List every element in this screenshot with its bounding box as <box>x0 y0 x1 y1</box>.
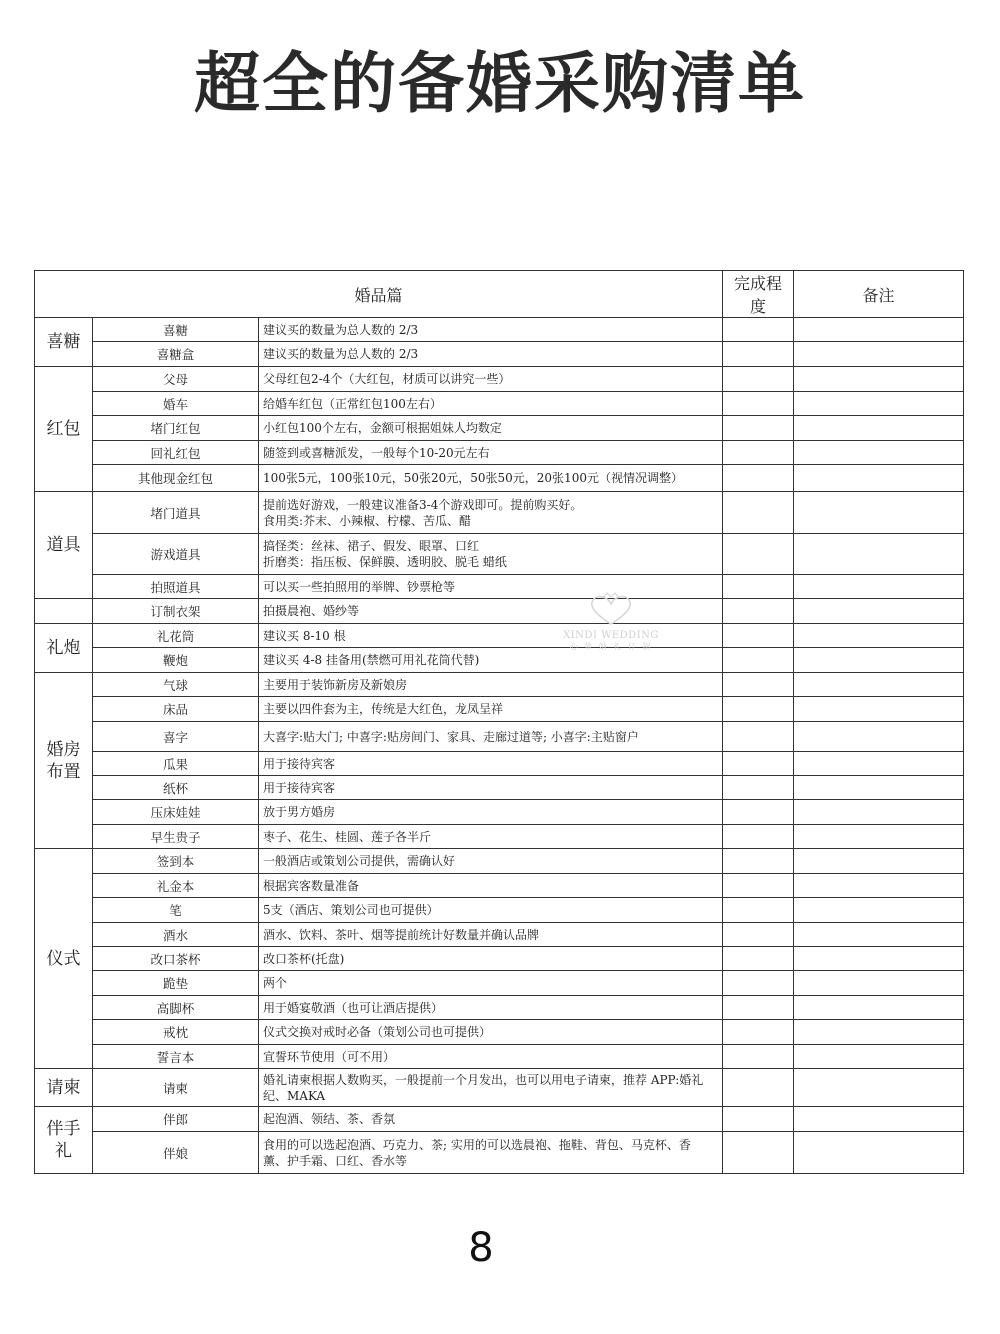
remarks-cell[interactable] <box>794 392 964 416</box>
remarks-cell[interactable] <box>794 776 964 800</box>
table-row <box>35 441 964 465</box>
category-cell: 请柬 <box>35 1069 93 1107</box>
remarks-cell[interactable] <box>794 342 964 367</box>
item-name-cell: 誓言本 <box>93 1045 259 1069</box>
item-note-cell <box>259 624 723 648</box>
progress-cell[interactable] <box>723 416 794 441</box>
table-row <box>35 752 964 776</box>
remarks-cell[interactable] <box>794 441 964 465</box>
item-note-cell <box>259 441 723 465</box>
remarks-cell[interactable] <box>794 1069 964 1107</box>
watermark-brand-en: XINDI WEDDING <box>563 630 659 641</box>
progress-cell[interactable] <box>723 1069 794 1107</box>
category-cell: 婚房 布置 <box>35 673 93 849</box>
table-row <box>35 318 964 342</box>
item-note-line: 建议买 8-10 根 <box>263 628 346 643</box>
remarks-cell[interactable] <box>794 367 964 392</box>
progress-cell[interactable] <box>723 1107 794 1132</box>
progress-header: 完成程度 <box>723 271 794 318</box>
item-note-line: 5支（酒店、策划公司也可提供） <box>263 903 439 917</box>
item-name-cell: 堵门红包 <box>93 416 259 441</box>
item-note-line: 建议买的数量为总人数的 2/3 <box>263 322 419 337</box>
item-note-cell <box>259 722 723 752</box>
item-name-cell: 压床娃娃 <box>93 800 259 825</box>
table-row <box>35 342 964 367</box>
item-name-cell: 游戏道具 <box>93 534 259 575</box>
item-note-line: 用于婚宴敬酒（也可让酒店提供） <box>263 1000 444 1015</box>
table-row <box>35 648 964 673</box>
item-name-cell: 戒枕 <box>93 1020 259 1045</box>
remarks-cell[interactable] <box>794 492 964 534</box>
item-note-line: 薰、护手霜、口红、香水等 <box>263 1153 408 1168</box>
item-name-cell: 其他现金红包 <box>93 465 259 492</box>
remarks-cell[interactable] <box>794 996 964 1020</box>
item-note-line: 食用的可以选起泡酒、巧克力、茶; 实用的可以选晨袍、拖鞋、背包、马克杯、香 <box>263 1137 691 1152</box>
progress-cell[interactable] <box>723 599 794 624</box>
item-note-line: 根据宾客数量准备 <box>263 878 360 893</box>
item-note-line: 搞怪类：丝袜、裙子、假发、眼罩、口红 <box>263 539 480 553</box>
item-note-line: 改口茶杯(托盘) <box>263 951 345 966</box>
table-row <box>35 575 964 599</box>
item-name-cell: 婚车 <box>93 392 259 416</box>
item-note-cell <box>259 697 723 722</box>
item-note-line: 用于接待宾客 <box>263 756 336 771</box>
remarks-cell[interactable] <box>794 971 964 996</box>
remarks-cell[interactable] <box>794 722 964 752</box>
item-name-cell: 气球 <box>93 673 259 697</box>
progress-cell[interactable] <box>723 648 794 673</box>
progress-cell[interactable] <box>723 923 794 947</box>
category-cell: 道具 <box>35 492 93 599</box>
item-note-line: 婚礼请柬根据人数购买，一般提前一个月发出，也可以用电子请柬，推荐 APP:婚礼 <box>263 1072 704 1087</box>
item-note-line: 仪式交换对戒时必备（策划公司也可提供） <box>263 1025 492 1039</box>
item-note-line: 主要以四件套为主，传统是大红色，龙凤呈祥 <box>263 702 504 716</box>
table-row <box>35 416 964 441</box>
remarks-cell[interactable] <box>794 849 964 874</box>
item-name-cell: 喜糖 <box>93 318 259 342</box>
progress-cell[interactable] <box>723 342 794 367</box>
remarks-cell[interactable] <box>794 1045 964 1069</box>
progress-cell[interactable] <box>723 575 794 599</box>
item-name-cell: 跪垫 <box>93 971 259 996</box>
item-name-cell: 订制衣架 <box>93 599 259 624</box>
remarks-cell[interactable] <box>794 624 964 648</box>
table-row <box>35 534 964 575</box>
progress-cell[interactable] <box>723 874 794 898</box>
progress-cell[interactable] <box>723 947 794 971</box>
item-note-line: 小红包100个左右，金额可根据姐妹人均数定 <box>263 421 502 435</box>
item-name-cell: 伴娘 <box>93 1132 259 1174</box>
category-cell: 仪式 <box>35 849 93 1069</box>
item-name-cell: 礼金本 <box>93 874 259 898</box>
item-note-cell <box>259 673 723 697</box>
progress-cell[interactable] <box>723 800 794 825</box>
table-row <box>35 1045 964 1069</box>
category-cell <box>35 599 93 624</box>
item-note-line: 起泡酒、领结、茶、香氛 <box>263 1112 396 1126</box>
progress-cell[interactable] <box>723 367 794 392</box>
item-name-cell: 酒水 <box>93 923 259 947</box>
table-row <box>35 1107 964 1132</box>
item-note-line: 放于男方婚房 <box>263 805 336 819</box>
progress-cell[interactable] <box>723 1132 794 1174</box>
item-name-cell: 高脚杯 <box>93 996 259 1020</box>
page-title: 超全的备婚采购清单 <box>194 45 806 122</box>
table-header-row <box>35 271 964 318</box>
item-name-cell: 改口茶杯 <box>93 947 259 971</box>
item-note-line: 100张5元，100张10元，50张20元，50张50元，20张100元（视情况调整） <box>263 471 683 485</box>
item-note-cell <box>259 971 723 996</box>
item-note-line: 枣子、花生、桂圆、莲子各半斤 <box>263 829 432 844</box>
progress-cell[interactable] <box>723 697 794 722</box>
item-note-line: 酒水、饮料、茶叶、烟等提前统计好数量并确认品牌 <box>263 927 540 942</box>
item-name-cell: 父母 <box>93 367 259 392</box>
item-note-cell <box>259 800 723 825</box>
progress-cell[interactable] <box>723 534 794 575</box>
page-number: 8 <box>468 1225 494 1271</box>
item-note-cell <box>259 849 723 874</box>
item-name-cell: 礼花筒 <box>93 624 259 648</box>
remarks-cell[interactable] <box>794 898 964 923</box>
item-note-cell <box>259 367 723 392</box>
remarks-cell[interactable] <box>794 465 964 492</box>
item-note-line: 折磨类：指压板、保鲜膜、透明胶、脱毛 蜡纸 <box>263 555 507 569</box>
category-cell: 礼炮 <box>35 624 93 673</box>
table-row <box>35 947 964 971</box>
item-name-cell: 签到本 <box>93 849 259 874</box>
item-name-cell: 喜字 <box>93 722 259 752</box>
item-note-line: 食用类:芥末、小辣椒、柠檬、苦瓜、醋 <box>263 513 472 528</box>
progress-cell[interactable] <box>723 1020 794 1045</box>
item-name-cell: 拍照道具 <box>93 575 259 599</box>
remarks-cell[interactable] <box>794 1020 964 1045</box>
remarks-cell[interactable] <box>794 1107 964 1132</box>
item-note-cell <box>259 1132 723 1174</box>
item-name-cell: 请柬 <box>93 1069 259 1107</box>
remarks-cell[interactable] <box>794 648 964 673</box>
table-row <box>35 599 964 624</box>
remarks-cell[interactable] <box>794 800 964 825</box>
progress-cell[interactable] <box>723 318 794 342</box>
remarks-cell[interactable] <box>794 874 964 898</box>
table-row <box>35 392 964 416</box>
item-name-cell: 回礼红包 <box>93 441 259 465</box>
progress-cell[interactable] <box>723 465 794 492</box>
item-name-cell: 纸杯 <box>93 776 259 800</box>
item-name-cell: 伴郎 <box>93 1107 259 1132</box>
progress-cell[interactable] <box>723 849 794 874</box>
item-note-line: 建议买 4-8 挂备用(禁燃可用礼花筒代替) <box>263 653 480 667</box>
item-note-cell <box>259 575 723 599</box>
item-note-cell <box>259 923 723 947</box>
item-note-cell <box>259 1069 723 1107</box>
table-row <box>35 697 964 722</box>
item-note-cell <box>259 825 723 849</box>
progress-cell[interactable] <box>723 752 794 776</box>
section-header: 婚品篇 <box>35 271 723 318</box>
item-note-line: 宣誓环节使用（可不用） <box>263 1049 396 1064</box>
table-row <box>35 874 964 898</box>
progress-cell[interactable] <box>723 392 794 416</box>
table-row <box>35 849 964 874</box>
table-row <box>35 722 964 752</box>
remarks-cell[interactable] <box>794 1132 964 1174</box>
item-note-line: 提前选好游戏，一般建议准备3-4个游戏即可。提前购买好。 <box>263 497 583 512</box>
progress-cell[interactable] <box>723 825 794 849</box>
remarks-cell[interactable] <box>794 599 964 624</box>
category-cell: 伴手 礼 <box>35 1107 93 1174</box>
remarks-cell[interactable] <box>794 416 964 441</box>
item-note-line: 一般酒店或策划公司提供，需确认好 <box>263 854 456 868</box>
item-note-cell <box>259 318 723 342</box>
table-row <box>35 1020 964 1045</box>
item-note-cell <box>259 1020 723 1045</box>
item-name-cell: 笔 <box>93 898 259 923</box>
item-note-line: 建议买的数量为总人数的 2/3 <box>263 347 419 361</box>
item-name-cell: 喜糖盒 <box>93 342 259 367</box>
remarks-cell[interactable] <box>794 697 964 722</box>
category-cell: 红包 <box>35 367 93 492</box>
table-row <box>35 898 964 923</box>
remarks-cell[interactable] <box>794 534 964 575</box>
item-note-cell <box>259 1107 723 1132</box>
item-note-cell <box>259 492 723 534</box>
table-row <box>35 367 964 392</box>
item-note-cell <box>259 947 723 971</box>
item-note-cell <box>259 534 723 575</box>
remarks-cell[interactable] <box>794 318 964 342</box>
table-body <box>35 318 964 1174</box>
item-note-cell <box>259 898 723 923</box>
progress-cell[interactable] <box>723 673 794 697</box>
table-row <box>35 492 964 534</box>
item-note-cell <box>259 465 723 492</box>
item-note-cell <box>259 416 723 441</box>
table-row <box>35 673 964 697</box>
progress-cell[interactable] <box>723 776 794 800</box>
table-row <box>35 1132 964 1174</box>
progress-cell[interactable] <box>723 1045 794 1069</box>
shopping-checklist-table <box>34 270 964 1174</box>
remarks-cell[interactable] <box>794 923 964 947</box>
item-note-cell <box>259 776 723 800</box>
item-note-line: 用于接待宾客 <box>263 780 336 795</box>
item-note-cell <box>259 1045 723 1069</box>
category-cell: 喜糖 <box>35 318 93 367</box>
progress-cell[interactable] <box>723 722 794 752</box>
table-row <box>35 971 964 996</box>
table-row <box>35 1069 964 1107</box>
table-row <box>35 624 964 648</box>
item-name-cell: 早生贵子 <box>93 825 259 849</box>
progress-cell[interactable] <box>723 971 794 996</box>
item-note-line: 给婚车红包（正常红包100左右） <box>263 396 442 411</box>
remarks-cell[interactable] <box>794 673 964 697</box>
progress-cell[interactable] <box>723 898 794 923</box>
item-note-line: 拍摄晨袍、婚纱等 <box>263 604 360 618</box>
table-row <box>35 825 964 849</box>
item-name-cell: 瓜果 <box>93 752 259 776</box>
table-row <box>35 923 964 947</box>
item-note-line: 可以买一些拍照用的举牌、钞票枪等 <box>263 579 456 594</box>
item-note-line: 纪、MAKA <box>263 1088 326 1103</box>
item-name-cell: 鞭炮 <box>93 648 259 673</box>
table-row <box>35 996 964 1020</box>
item-note-line: 随签到或喜糖派发，一般每个10-20元左右 <box>263 445 490 460</box>
progress-cell[interactable] <box>723 996 794 1020</box>
item-name-cell: 堵门道具 <box>93 492 259 534</box>
item-note-cell <box>259 342 723 367</box>
item-note-line: 主要用于装饰新房及新娘房 <box>263 677 408 692</box>
item-note-cell <box>259 752 723 776</box>
remarks-cell[interactable] <box>794 825 964 849</box>
table-row <box>35 800 964 825</box>
table-row <box>35 776 964 800</box>
progress-cell[interactable] <box>723 492 794 534</box>
remarks-header: 备注 <box>794 271 964 318</box>
item-note-cell <box>259 599 723 624</box>
item-note-cell <box>259 996 723 1020</box>
remarks-cell[interactable] <box>794 575 964 599</box>
item-note-cell <box>259 648 723 673</box>
table-row <box>35 465 964 492</box>
item-note-line: 两个 <box>263 976 288 990</box>
remarks-cell[interactable] <box>794 947 964 971</box>
progress-cell[interactable] <box>723 441 794 465</box>
item-name-cell: 床品 <box>93 697 259 722</box>
remarks-cell[interactable] <box>794 752 964 776</box>
item-note-line: 父母红包2-4个（大红包，材质可以讲究一些） <box>263 372 511 386</box>
item-note-cell <box>259 874 723 898</box>
item-note-cell <box>259 392 723 416</box>
progress-cell[interactable] <box>723 624 794 648</box>
item-note-line: 大喜字:贴大门; 中喜字:贴房间门、家具、走廊过道等; 小喜字:主贴窗户 <box>263 729 639 744</box>
watermark-brand-cn: 心 蒂 婚 礼 订 制 <box>569 642 653 651</box>
